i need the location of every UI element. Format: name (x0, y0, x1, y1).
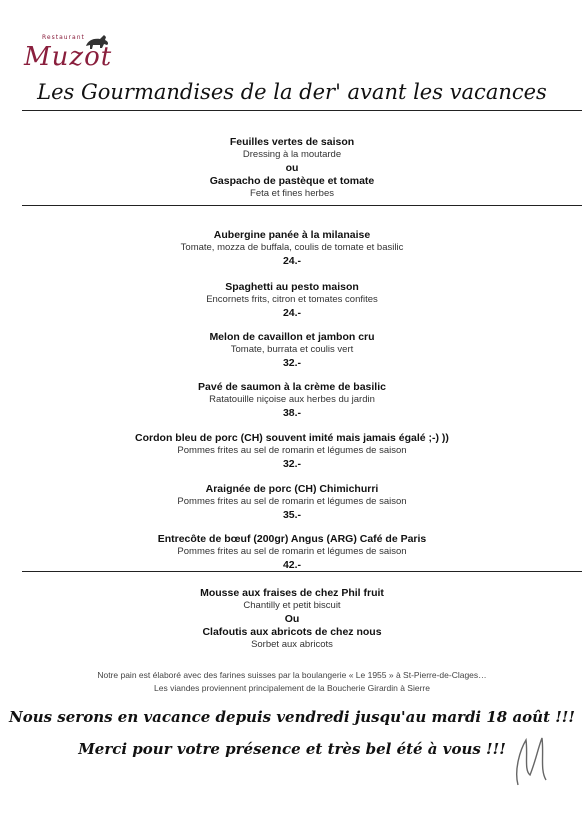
desserts-section (0, 587, 584, 651)
logo-subtitle: Restaurant (42, 34, 85, 41)
dish-price: 24.- (282, 254, 302, 267)
divider (22, 571, 582, 572)
main-dish (0, 281, 584, 320)
dish-name: Spaghetti au pesto maison (225, 281, 359, 293)
dish-description: Pommes frites au sel de romarin et légumes de saison (177, 445, 407, 456)
dish-price: 24.- (282, 306, 302, 319)
dish-name: Mousse aux fraises de chez Phil fruit (200, 587, 384, 599)
dish-description: Tomate, burrata et coulis vert (230, 344, 354, 355)
dish-name: Araignée de porc (CH) Chimichurri (205, 483, 379, 495)
main-dish (0, 533, 584, 572)
main-dish (0, 381, 584, 420)
dish-name: Entrecôte de bœuf (200gr) Angus (ARG) Café de Paris (157, 533, 427, 545)
dish-name: Cordon bleu de porc (CH) souvent imité mais jamais égalé ;-) )) (135, 432, 449, 444)
dish-price: 35.- (282, 508, 302, 521)
main-dish (0, 331, 584, 370)
dish-price: 38.- (282, 406, 302, 419)
holiday-announcement: Nous serons en vacance depuis vendredi jusqu'au mardi 18 août !!! (9, 708, 575, 726)
dish-price: 32.- (282, 457, 302, 470)
dish-description: Tomate, mozza de buffala, coulis de tomate et basilic (180, 242, 404, 253)
goat-icon (84, 32, 110, 52)
dish-price: 42.- (282, 558, 302, 571)
dish-name: Melon de cavaillon et jambon cru (209, 331, 375, 343)
dish-description: Dressing à la moutarde (242, 149, 342, 160)
starters-section (0, 136, 584, 200)
restaurant-logo (22, 32, 112, 80)
bread-note: Notre pain est élaboré avec des farines suisses par la boulangerie « Le 1955 » à St-Pierre-de-Clages… (97, 670, 487, 680)
menu-title: Les Gourmandises de la der' avant les vacances (37, 80, 547, 104)
main-dish (0, 432, 584, 471)
logo-name: Muzot (24, 42, 113, 72)
dish-description: Sorbet aux abricots (251, 638, 333, 650)
dish-name: Clafoutis aux abricots de chez nous (202, 625, 382, 638)
thank-you-message: Merci pour votre présence et très bel été à vous !!! (78, 740, 506, 758)
meat-note: Les viandes proviennent principalement de la Boucherie Girardin à Sierre (154, 683, 430, 693)
or-separator: ou (285, 161, 299, 174)
main-dish (0, 229, 584, 268)
or-separator: Ou (284, 612, 300, 625)
dish-description: Chantilly et petit biscuit (243, 600, 341, 611)
divider (22, 110, 582, 111)
decorative-swirl-icon (510, 730, 550, 790)
dish-name: Pavé de saumon à la crème de basilic (198, 381, 386, 393)
dish-name: Feuilles vertes de saison (229, 136, 355, 148)
dish-description: Pommes frites au sel de romarin et légumes de saison (177, 546, 407, 557)
dish-description: Ratatouille niçoise aux herbes du jardin (209, 394, 375, 405)
dish-price: 32.- (282, 356, 302, 369)
divider (22, 205, 582, 206)
dish-description: Pommes frites au sel de romarin et légumes de saison (177, 496, 407, 507)
dish-description: Encornets frits, citron et tomates confites (206, 294, 378, 305)
dish-name: Gaspacho de pastèque et tomate (209, 174, 375, 187)
dish-name: Aubergine panée à la milanaise (213, 229, 371, 241)
dish-description: Feta et fines herbes (250, 187, 334, 199)
main-dish (0, 483, 584, 522)
